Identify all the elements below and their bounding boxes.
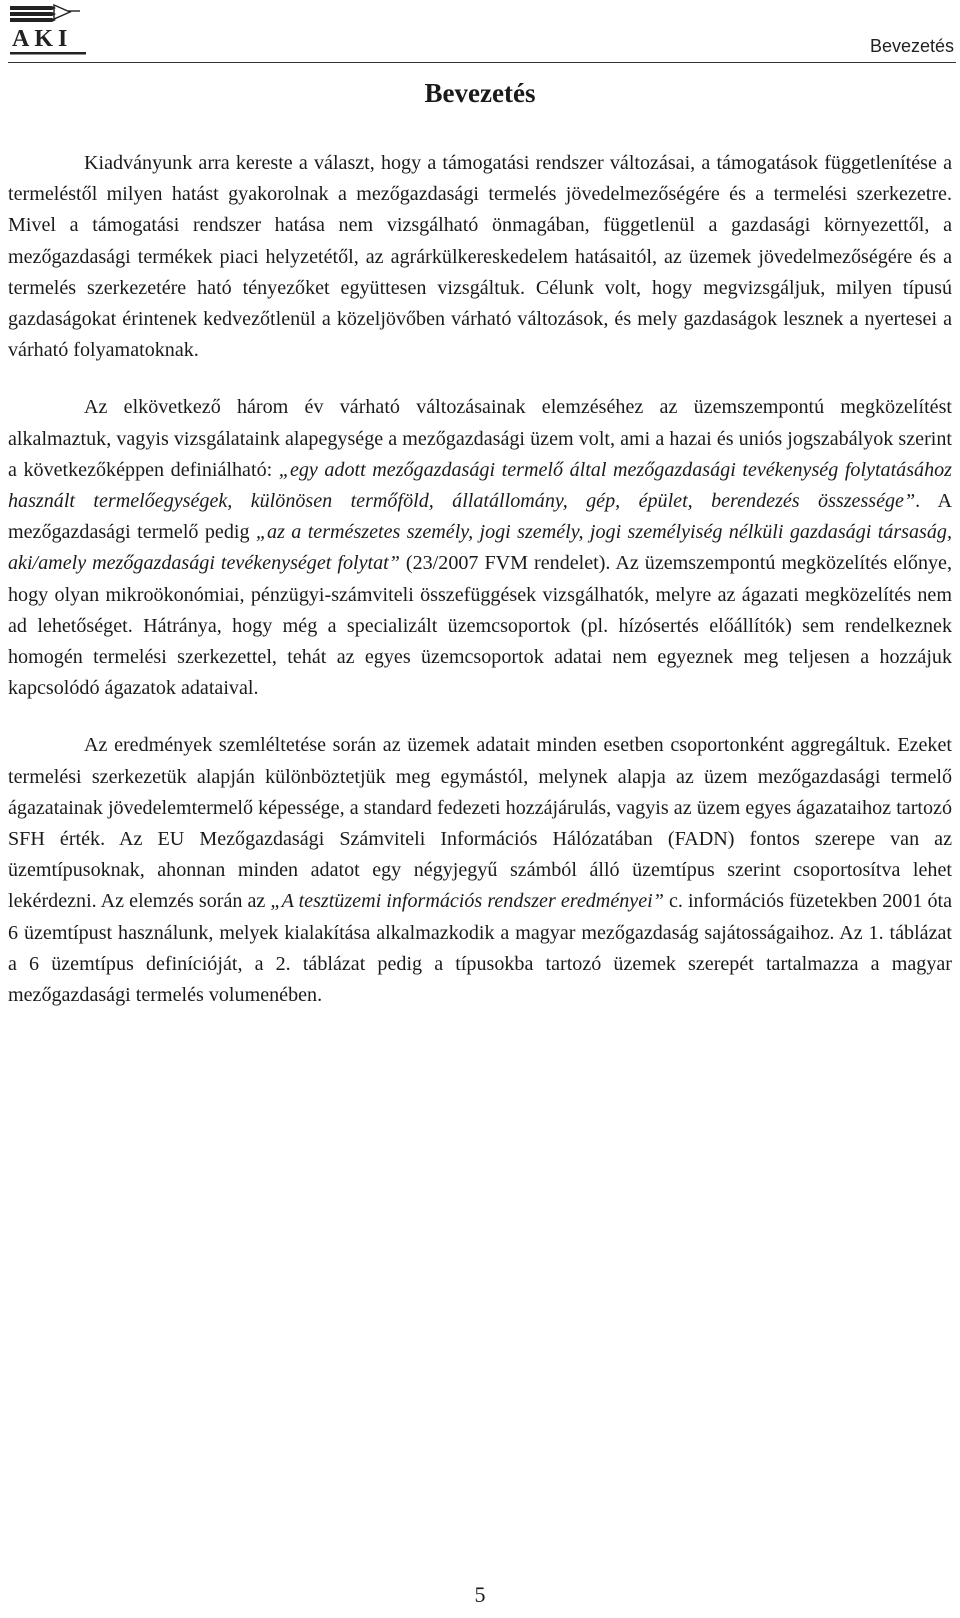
header-rule (8, 62, 956, 63)
page-header (0, 0, 960, 70)
paragraph-2 (8, 392, 952, 704)
page-number: 5 (474, 1582, 486, 1607)
aki-logo (8, 2, 88, 62)
paragraph-3-text-b: c. információs füzetekben 2001 óta 6 üzemtípust használunk, melyek kialakítása alkalmazkodik a magyar mezőgazdaság sajátosságaihoz. Az 1. táblázat a 6 üzemtípus definícióját, a 2. táblázat pedig a típusokba tartozó üzemek szerepét tartalmazza a magyar mezőgazdasági termelés volumenében. (8, 890, 953, 1007)
paragraph-2-definition-quote: „egy adott mezőgazdasági termelő által mezőgazdasági tevékenység folytatásához használt termelőegységek, különösen termőföld, állatállomány, gép, épület, berendezés összessége” (8, 458, 952, 513)
paragraph-2-text-a: Az elkövetkező három év várható változásainak elemzéséhez az üzemszempontú megközelítést alkalmaztuk, vagyis vizsgálataink alapegysége a mezőgazdasági üzem volt, ami a hazai és uniós jogszabályok szerint a következőképpen definiálható: (8, 396, 952, 481)
paragraph-2-producer-quote: „az a természetes személy, jogi személy, jogi személyiség nélküli gazdasági társaság, aki/amely mezőgazdasági tevékenységet folytat” (8, 521, 952, 575)
paragraph-2-text-b: . A mezőgazdasági termelő pedig (8, 490, 952, 544)
paragraph-3-text-a: Az eredmények szemléltetése során az üzemek adatait minden esetben csoportonként aggregáltuk. Ezeket termelési szerkezetük alapján különböztetjük meg egymástól, melynek alapja az üzem mezőgazdasági termelő ágazatainak jövedelemtermelő képessége, a standard fedezeti hozzájárulás, vagyis az üzem egyes ágazataihoz tartozó SFH érték. Az EU Mezőgazdasági Számviteli Információs Hálózatában (FADN) fontos szerepe van az üzemtípusoknak, ahonnan minden adatot egy négyjegyű számból álló üzemtípus szerint csoportosítva lehet lekérdezni. Az elemzés során az (8, 734, 952, 913)
paragraph-3-publication-title: „A tesztüzemi információs rendszer eredményei” (270, 890, 664, 913)
paragraph-2-text-c: (23/2007 FVM rendelet). Az üzemszempontú megközelítés előnye, hogy olyan mikroökonómiai, pénzügyi-számviteli összefüggések vizsgálhatók, melyre az ágazati megközelítés nem ad lehetőséget. Hátránya, hogy még a specializált üzemcsoportok (pl. hízósertés előállítók) sem rendelkeznek homogén termelési szerkezettel, tehát az egyes üzemcsoportok adatai nem egyeznek meg teljesen a hozzájuk kapcsolódó ágazatok adataival. (8, 552, 952, 700)
svg-text:AKI: AKI (12, 26, 73, 52)
running-head: Bevezetés (869, 36, 954, 56)
body-text (8, 148, 952, 1037)
paragraph-3 (8, 730, 952, 1011)
section-title: Bevezetés (424, 78, 536, 108)
paragraph-1: Kiadványunk arra kereste a választ, hogy a támogatási rendszer változásai, a támogatások függetlenítése a termeléstől milyen hatást gyakorolnak a mezőgazdasági termelés jövedelmezőségére és a termelési szerkezetre. Mivel a támogatási rendszer hatása nem vizsgálható önmagában, függetlenül a gazdasági környezettől, a mezőgazdasági termékek piaci helyzetétől, az agrárkülkereskedelem hatásaitól, az üzemek jövedelmezőségére és a termelés szerkezetére ható tényezőket együttesen vizsgáltuk. Célunk volt, hogy megvizsgáljuk, milyen típusú gazdaságokat érintenek kedvezőtlenül a közeljövőben várható változások, és mely gazdaságok lesznek a nyertesei a várható folyamatoknak. (8, 152, 952, 362)
